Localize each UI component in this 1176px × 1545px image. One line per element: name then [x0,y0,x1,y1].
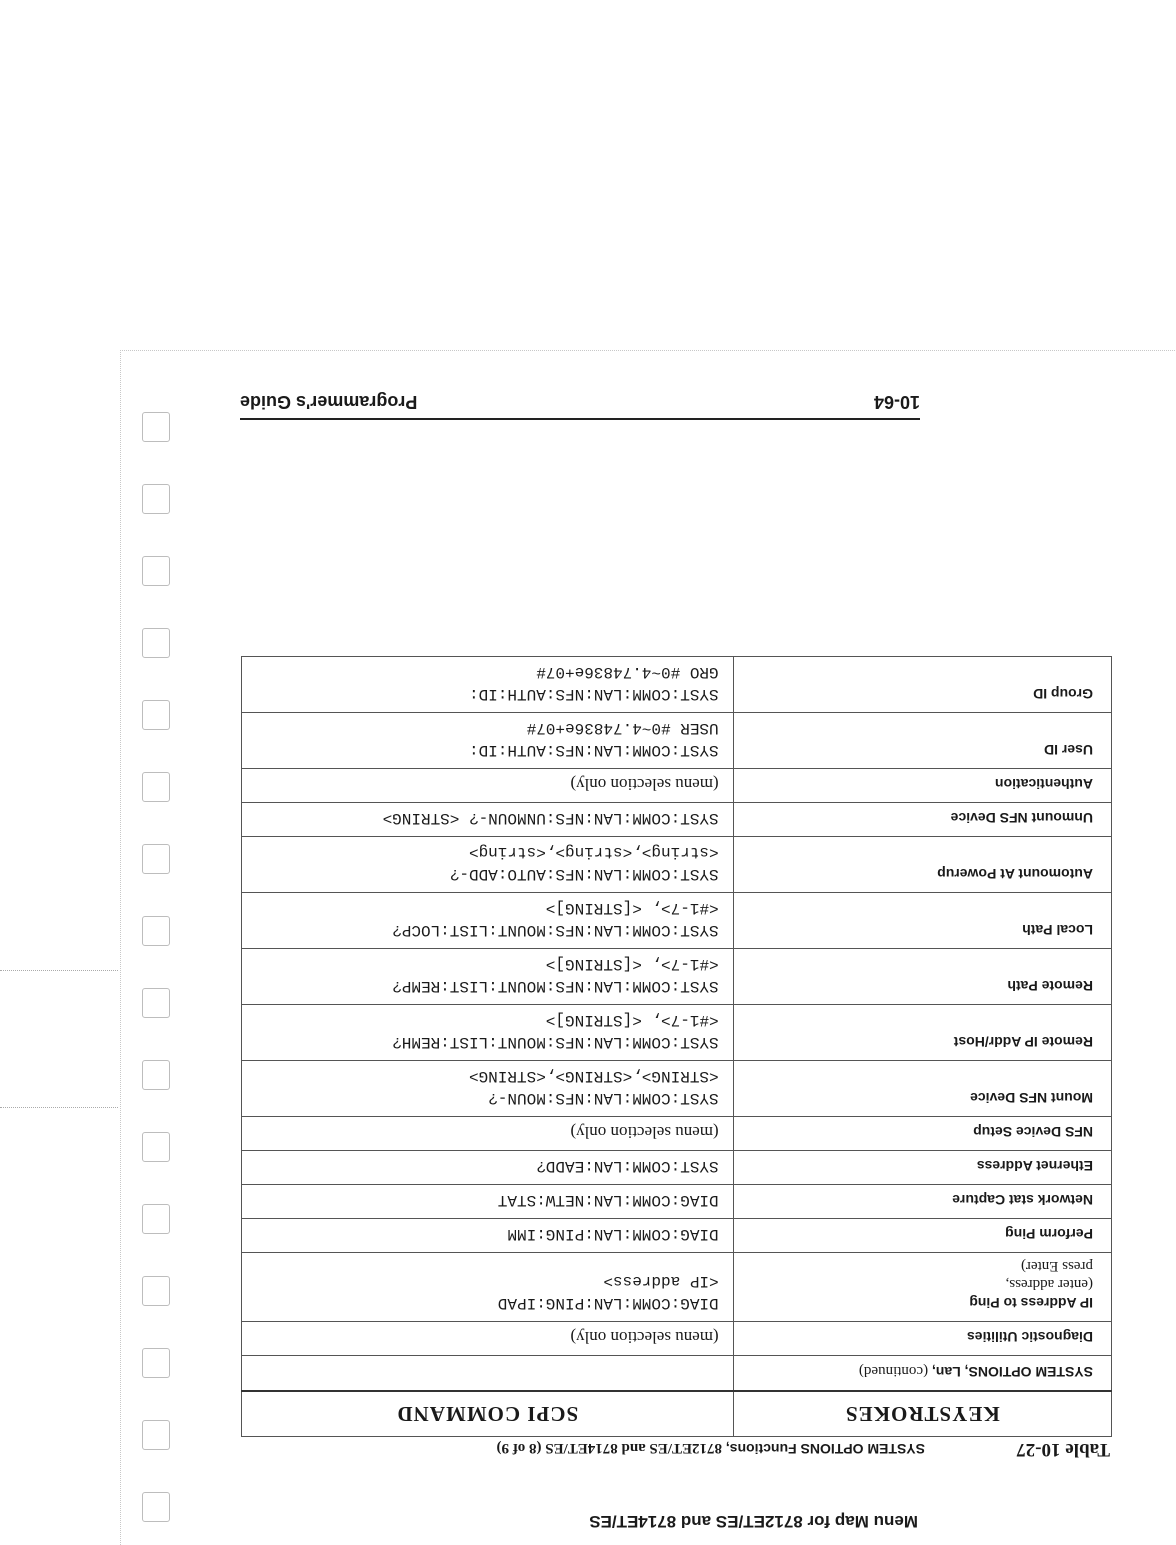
menu-selection-note: (menu selection only) [242,1322,734,1356]
keystroke-cell [733,1151,1111,1185]
keystroke-cell [733,1061,1111,1117]
table-row [242,1322,1112,1356]
table-row [242,803,1112,837]
keystroke-cell [733,949,1111,1005]
keystroke-label: Unmount NFS Device [950,810,1093,826]
keystroke-label: IP Address to Ping [969,1295,1093,1311]
table-row [242,1151,1112,1185]
scpi-command-cell: SYST:COMM:LAN:NFS:AUTH:ID: USER #0~4.74836e+07# [242,713,734,769]
keystroke-cell [733,893,1111,949]
scpi-command-cell: SYST:COMM:LAN:NFS:MOUNT:LIST:REMH? <#1-7>, <[STRING]> [242,1005,734,1061]
table-title-part-a: SYSTEM OPTIONS Functions, [721,1441,925,1457]
scpi-command-cell: DIAG:COMM:LAN:PING:IMM [242,1219,734,1253]
keystroke-label: Authentication [995,776,1093,792]
table-header-row [242,1391,1112,1437]
menu-map-table [241,656,1112,1437]
table-row [242,893,1112,949]
keystroke-cell [733,1117,1111,1151]
scpi-command-cell: SYST:COMM:LAN:NFS:MOUNT:LIST:LOCP? <#1-7>, <[STRING]> [242,893,734,949]
keystroke-label: NFS Device Setup [973,1124,1093,1140]
table-row [242,713,1112,769]
keystroke-note: (enter address, press Enter) [1005,1258,1093,1292]
table-row [242,1185,1112,1219]
keystroke-cell [733,1005,1111,1061]
footer-rule [240,418,920,420]
scpi-command-cell: SYST:COMM:LAN:NFS:MOUNT:LIST:REMP? <#1-7>, <[STRING]> [242,949,734,1005]
table-row [242,1219,1112,1253]
section-label: SYSTEM OPTIONS, Lan, [928,1364,1093,1380]
keystroke-cell [733,657,1111,713]
header-scpi-command: SCPI COMMAND [242,1391,734,1437]
page-number: 10-64 [873,392,920,412]
section-row [242,1356,1112,1392]
keystroke-label: Network stat Capture [952,1192,1093,1208]
section-empty-cell [242,1356,734,1392]
scpi-command-cell: DIAG:COMM:LAN:PING:IPAD <IP address> [242,1253,734,1322]
keystroke-label: Automount At Powerup [937,866,1093,882]
menu-selection-note: (menu selection only) [242,769,734,803]
scpi-command-cell: SYST:COMM:LAN:NFS:UNMOUN-? <STRING> [242,803,734,837]
keystroke-cell [733,1185,1111,1219]
scpi-command-cell: SYST:COMM:LAN:EADD? [242,1151,734,1185]
keystroke-label: User ID [1043,742,1093,758]
table-row [242,1005,1112,1061]
table-row [242,949,1112,1005]
table-number: Table 10-27 [1016,1439,1110,1460]
keystroke-cell [733,1219,1111,1253]
scpi-command-cell: SYST:COMM:LAN:NFS:MOUN-? <STRING>,<STRING>,<STRING> [242,1061,734,1117]
scpi-command-cell: DIAG:COMM:LAN:NETW:STAT [242,1185,734,1219]
table-row [242,1061,1112,1117]
table-row [242,657,1112,713]
keystroke-cell [733,713,1111,769]
keystroke-cell [733,837,1111,893]
keystroke-cell [733,1322,1111,1356]
keystroke-label: Group ID [1033,686,1093,702]
keystroke-label: Diagnostic Utilities [966,1329,1093,1345]
table-row [242,837,1112,893]
keystroke-cell [733,1253,1111,1322]
keystroke-label: Ethernet Address [976,1158,1093,1174]
keystroke-label: Remote Path [1007,978,1093,994]
keystroke-cell [733,803,1111,837]
section-continued-note: (continued) [858,1363,929,1379]
section-title: Menu Map for 8712ET/ES and 8714ET/ES [589,1512,918,1531]
table-row [242,769,1112,803]
table-row [242,1253,1112,1322]
header-keystrokes: KEYSTROKES [733,1391,1111,1437]
section-label-cell [733,1356,1111,1392]
scpi-command-cell: SYST:COMM:LAN:NFS:AUTO:ADD-? <string>,<string>,<string> [242,837,734,893]
keystroke-label: Local Path [1022,922,1093,938]
keystroke-cell [733,769,1111,803]
keystroke-label: Remote IP Addr/Host [953,1034,1093,1050]
table-title-part-b: 8712ET/ES and 8714ET/ES (8 of 9) [496,1440,722,1456]
keystroke-label: Perform Ping [1005,1226,1093,1242]
guide-name: Programmer's Guide [240,392,418,412]
keystroke-label: Mount NFS Device [970,1090,1093,1106]
table-row [242,1117,1112,1151]
menu-selection-note: (menu selection only) [242,1117,734,1151]
scpi-command-cell: SYST:COMM:LAN:NFS:AUTH:ID: GRO #0~4.74836e+07# [242,657,734,713]
